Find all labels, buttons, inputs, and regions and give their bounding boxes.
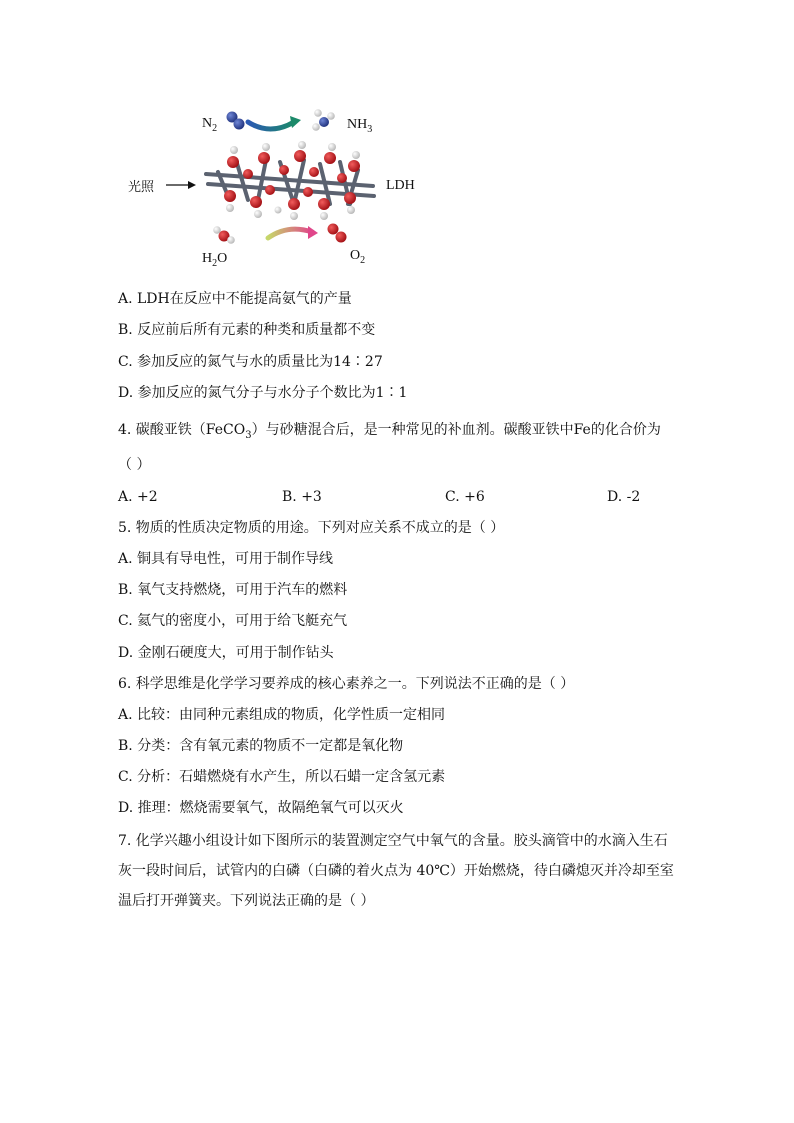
nh3-label: $NH_3$ [347,117,373,135]
q7-stem-line1: 7. 化学兴趣小组设计如下图所示的装置测定空气中氧气的含量。胶头滴管中的水滴入生石 [118,833,668,849]
q5-option-d: D. 金刚石硬度大，可用于制作钻头 [118,645,334,661]
light-arrow-icon [166,181,196,189]
o2-label: $O_2$ [350,248,366,266]
n2-label: $N_2$ [202,116,218,134]
n2-to-nh3-arrow [248,122,294,129]
h2o-label: $H_2O$ [202,251,228,269]
q6-option-b: B. 分类：含有氧元素的物质不一定都是氧化物 [118,738,404,754]
q4-option-a: A. +2 [118,489,158,505]
h2o-to-o2-arrow [268,229,312,238]
n2-molecule-icon [227,112,245,130]
ldh-reaction-figure [118,100,438,275]
q7-stem-line3: 温后打开弹簧夹。下列说法正确的是（ ） [118,893,375,909]
nh3-molecule-icon [312,109,335,131]
ldh-label: LDH [386,178,415,193]
q6-option-d: D. 推理：燃烧需要氧气，故隔绝氧气可以灭火 [118,800,404,816]
q6-option-a: A. 比较：由同种元素组成的物质，化学性质一定相同 [118,707,446,723]
q3-option-b: B. 反应前后所有元素的种类和质量都不变 [118,322,376,338]
ldh-layer-structure [206,141,374,220]
q4-option-b: B. +3 [282,489,322,505]
q3-option-c: C. 参加反应的氮气与水的质量比为14∶27 [118,354,383,370]
q6-option-c: C. 分析：石蜡燃烧有水产生，所以石蜡一定含氢元素 [118,769,446,785]
q4-answer-paren: （ ） [118,457,151,473]
q5-option-a: A. 铜具有导电性，可用于制作导线 [118,551,334,567]
q5-stem: 5. 物质的性质决定物质的用途。下列对应关系不成立的是（ ） [118,520,505,536]
q3-option-d: D. 参加反应的氮气分子与水分子个数比为1∶1 [118,385,408,401]
light-label: 光照 [128,180,155,195]
o2-molecule-icon [328,224,347,243]
q5-option-c: C. 氦气的密度小，可用于给飞艇充气 [118,613,348,629]
q3-option-a: A. LDH在反应中不能提高氨气的产量 [118,291,352,307]
q6-stem: 6. 科学思维是化学学习要养成的核心素养之一。下列说法不正确的是（ ） [118,676,575,692]
q4-option-d: D. -2 [607,489,641,505]
q4-option-c: C. +6 [445,489,485,505]
h2o-molecule-icon [213,226,235,244]
q5-option-b: B. 氧气支持燃烧，可用于汽车的燃料 [118,582,348,598]
q4-stem: 4. 碳酸亚铁（FeCO$_3$）与砂糖混合后，是一种常见的补血剂。碳酸亚铁中Fe的化合价为 [118,422,661,441]
q7-stem-line2: 灰一段时间后，试管内的白磷（白磷的着火点为 40℃）开始燃烧，待白磷熄灭并冷却至室 [118,863,674,879]
